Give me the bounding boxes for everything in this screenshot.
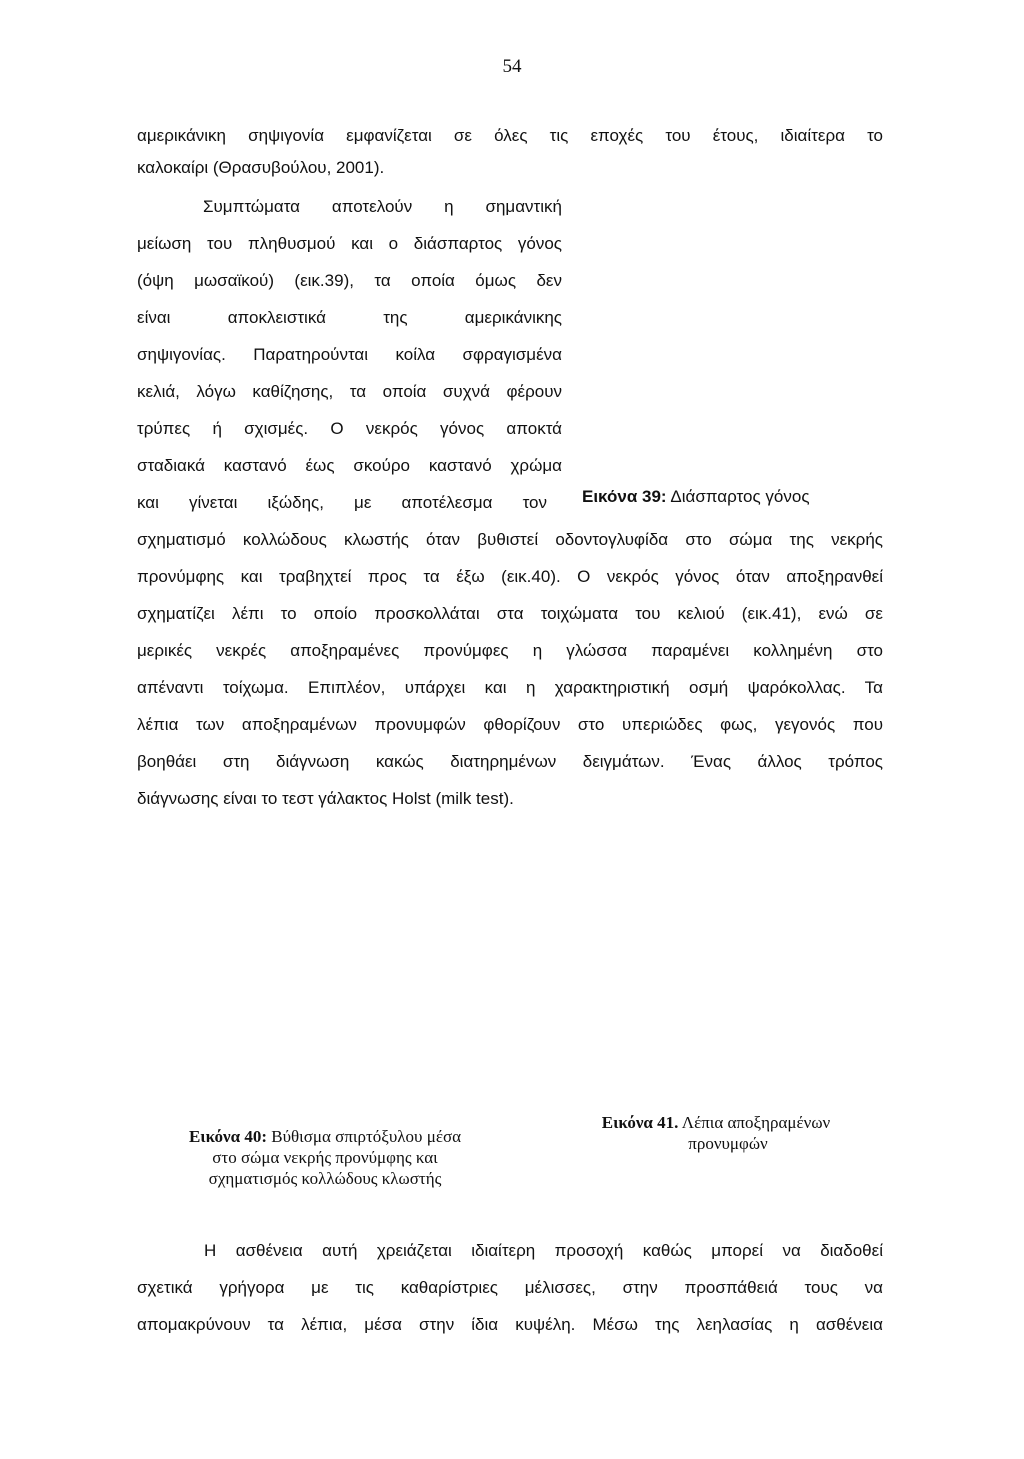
figure-39-text: Διάσπαρτος γόνος [670,487,810,506]
text-line: καλοκαίρι (Θρασυβούλου, 2001). [137,158,385,177]
figure-40-caption-line3: σχηματισμός κολλώδους κλωστής [208,1169,442,1188]
figure-39-label: Εικόνα 39: [582,487,667,506]
figure-40-caption-line2: στο σώμα νεκρής προνύμφης και [212,1148,438,1167]
text-line: (όψη μωσαϊκού) (εικ.39), τα οποία όμως δεν [137,271,562,290]
text-line: λέπια των αποξηραμένων προνυμφών φθορίζουν στο υπεριώδες φως, γεγονός που [137,715,883,734]
page-number: 54 [502,56,522,77]
figure-41-text: Λέπια αποξηραμένων [681,1113,831,1132]
text-line: αμερικάνικη σηψιγονία εμφανίζεται σε όλες τις εποχές του έτους, ιδιαίτερα το [137,126,883,145]
text-line: μείωση του πληθυσμού και ο διάσπαρτος γόνος [137,234,562,253]
text-line: σχετικά γρήγορα με τις καθαρίστριες μέλισσες, στην προσπάθειά τους να [137,1278,883,1297]
text-line: απέναντι τοίχωμα. Επιπλέον, υπάρχει και η χαρακτηριστική οσμή ψαρόκολλας. Τα [137,678,883,697]
text-line: σχηματίζει λέπι το οποίο προσκολλάται στα τοιχώματα του κελιού (εικ.41), ενώ σε [137,604,883,623]
text-line: σταδιακά καστανό έως σκούρο καστανό χρώμα [137,456,562,475]
text-line: είναι αποκλειστικά της αμερικάνικης [137,308,562,327]
figure-41-label: Εικόνα 41. [601,1113,679,1132]
text-line: απομακρύνουν τα λέπια, μέσα στην ίδια κυψέλη. Μέσω της λεηλασίας η ασθένεια [137,1315,883,1334]
text-line: διάγνωσης είναι το τεστ γάλακτος Holst (milk test). [137,789,514,808]
text-line: μερικές νεκρές αποξηραμένες προνύμφες η γλώσσα παραμένει κολλημένη στο [137,641,883,660]
text-line: σηψιγονίας. Παρατηρούνται κοίλα σφραγισμένα [137,345,562,364]
text-line: κελιά, λόγω καθίζησης, τα οποία συχνά φέρουν [137,382,562,401]
figure-40-caption-line1 [145,1126,505,1147]
text-line: τρύπες ή σχισμές. Ο νεκρός γόνος αποκτά [137,419,562,438]
figure-41-caption-line2: προνυμφών [688,1134,768,1153]
figure-41-caption [556,1112,876,1154]
text-line: και γίνεται ιξώδης, με αποτέλεσμα τον [137,493,547,512]
figure-40-caption [145,1126,505,1189]
figure-40-label: Εικόνα 40: [188,1127,268,1146]
text-line: σχηματισμό κολλώδους κλωστής όταν βυθιστεί οδοντογλυφίδα στο σώμα της νεκρής [137,530,883,549]
text-line: βοηθάει στη διάγνωση κακώς διατηρημένων δειγμάτων. Ένας άλλος τρόπος [137,752,883,771]
text-line: Συμπτώματα αποτελούν η σημαντική [203,197,562,216]
figure-41-caption-line1 [556,1112,876,1133]
figure-39-caption [582,486,810,507]
text-line: προνύμφης και τραβηχτεί προς τα έξω (εικ.40). Ο νεκρός γόνος όταν αποξηρανθεί [137,567,883,586]
text-line: Η ασθένεια αυτή χρειάζεται ιδιαίτερη προσοχή καθώς μπορεί να διαδοθεί [204,1241,883,1260]
figure-40-text: Βύθισμα σπιρτόξυλου μέσα [271,1127,462,1146]
